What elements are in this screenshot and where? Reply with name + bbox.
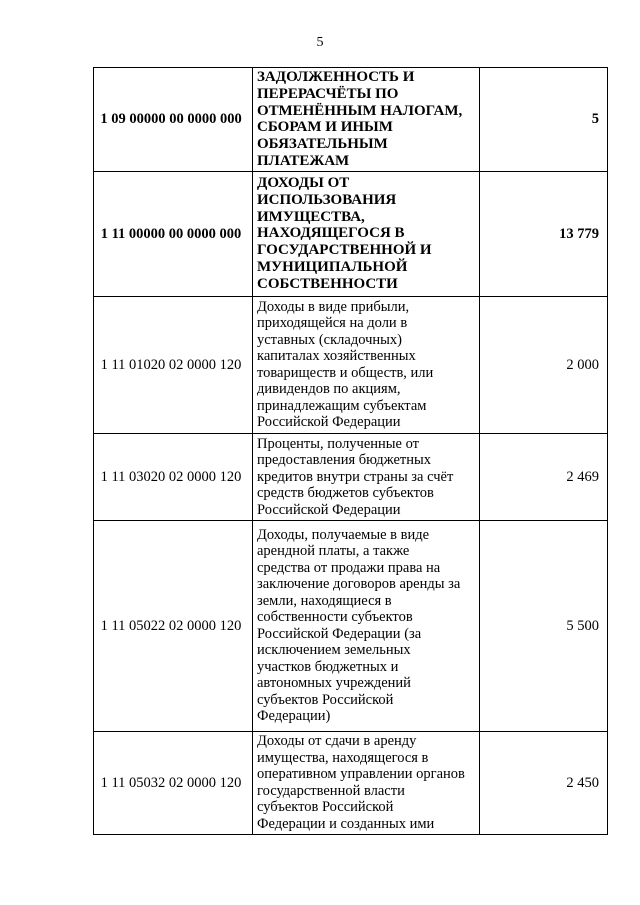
name-line: Проценты, полученные от [257,435,420,452]
budget-revenue-table [93,67,608,835]
name-line: ЗАДОЛЖЕННОСТЬ И [257,69,415,85]
name-line: исключением земельных [257,642,411,659]
page-number: 5 [316,35,324,50]
name-line: Доходы от сдачи в аренду [257,733,417,750]
revenue-name-cell [253,296,480,433]
table-row [94,296,608,433]
name-line: Российской Федерации [257,414,401,431]
name-line: ОТМЕНЁННЫМ НАЛОГАМ, [257,102,463,119]
name-line: имущества, находящегося в [257,749,429,766]
amount-cell: 2 000 [480,296,608,433]
name-line: принадлежащим субъектам [257,397,427,414]
table-row [94,731,608,834]
budget-code-cell: 1 11 05022 02 0000 120 [94,520,253,731]
name-line: участков бюджетных и [257,658,399,675]
name-line: земли, находящиеся в [257,592,392,609]
table-row [94,433,608,520]
revenue-name-cell [253,433,480,520]
name-line: Федерации и созданных ими [257,815,435,832]
name-line: уставных (складочных) [257,331,402,348]
name-line: кредитов внутри страны за счёт [257,468,454,485]
name-line: арендной платы, а также [257,543,410,560]
name-line: автономных учреждений [257,675,411,692]
table-row [94,68,608,172]
name-line: оперативном управлении органов [257,766,465,783]
name-line: ПЛАТЕЖАМ [257,152,350,169]
name-line: субъектов Российской [257,799,394,816]
amount-cell: 2 469 [480,433,608,520]
name-line: Федерации) [257,708,331,725]
name-line: Доходы, получаемые в виде [257,526,430,543]
budget-code-cell: 1 09 00000 00 0000 000 [94,68,253,172]
amount-cell: 5 500 [480,520,608,731]
revenue-name-cell [253,520,480,731]
amount-cell: 13 779 [480,171,608,296]
revenue-name-cell [253,731,480,834]
name-line: Доходы в виде прибыли, [257,298,410,315]
name-line: предоставления бюджетных [257,452,431,469]
name-line: ИСПОЛЬЗОВАНИЯ [257,191,397,208]
name-line: СОБСТВЕННОСТИ [257,275,398,292]
name-line: заключение договоров аренды за [257,576,461,593]
name-line: НАХОДЯЩЕГОСЯ В [257,225,405,242]
name-line: дивидендов по акциям, [257,381,401,398]
table-row [94,520,608,731]
name-line: собственности субъектов [257,609,413,626]
name-line: ДОХОДЫ ОТ [257,174,350,191]
name-line: государственной власти [257,782,405,799]
name-line: Российской Федерации (за [257,625,422,642]
table-row [94,171,608,296]
name-line: ОБЯЗАТЕЛЬНЫМ [257,136,388,153]
name-line: МУНИЦИПАЛЬНОЙ [257,258,408,275]
name-line: СБОРАМ И ИНЫМ [257,119,393,136]
budget-code-cell: 1 11 03020 02 0000 120 [94,433,253,520]
amount-cell: 2 450 [480,731,608,834]
name-line: средства от продажи права на [257,559,441,576]
amount-cell: 5 [480,68,608,172]
name-line: средств бюджетов субъектов [257,485,434,502]
budget-code-cell: 1 11 00000 00 0000 000 [94,171,253,296]
name-line: капиталах хозяйственных [257,348,416,365]
name-line: Российской Федерации [257,501,401,518]
budget-code-cell: 1 11 05032 02 0000 120 [94,731,253,834]
name-line: товариществ и обществ, или [257,364,434,381]
name-line: приходящейся на доли в [257,315,408,332]
name-line: ИМУЩЕСТВА, [257,208,365,225]
budget-code-cell: 1 11 01020 02 0000 120 [94,296,253,433]
revenue-name-cell [253,171,480,296]
name-line: ПЕРЕРАСЧЁТЫ ПО [257,85,399,102]
name-line: ГОСУДАРСТВЕННОЙ И [257,242,432,259]
name-line: субъектов Российской [257,691,394,708]
revenue-name-cell [253,68,480,172]
